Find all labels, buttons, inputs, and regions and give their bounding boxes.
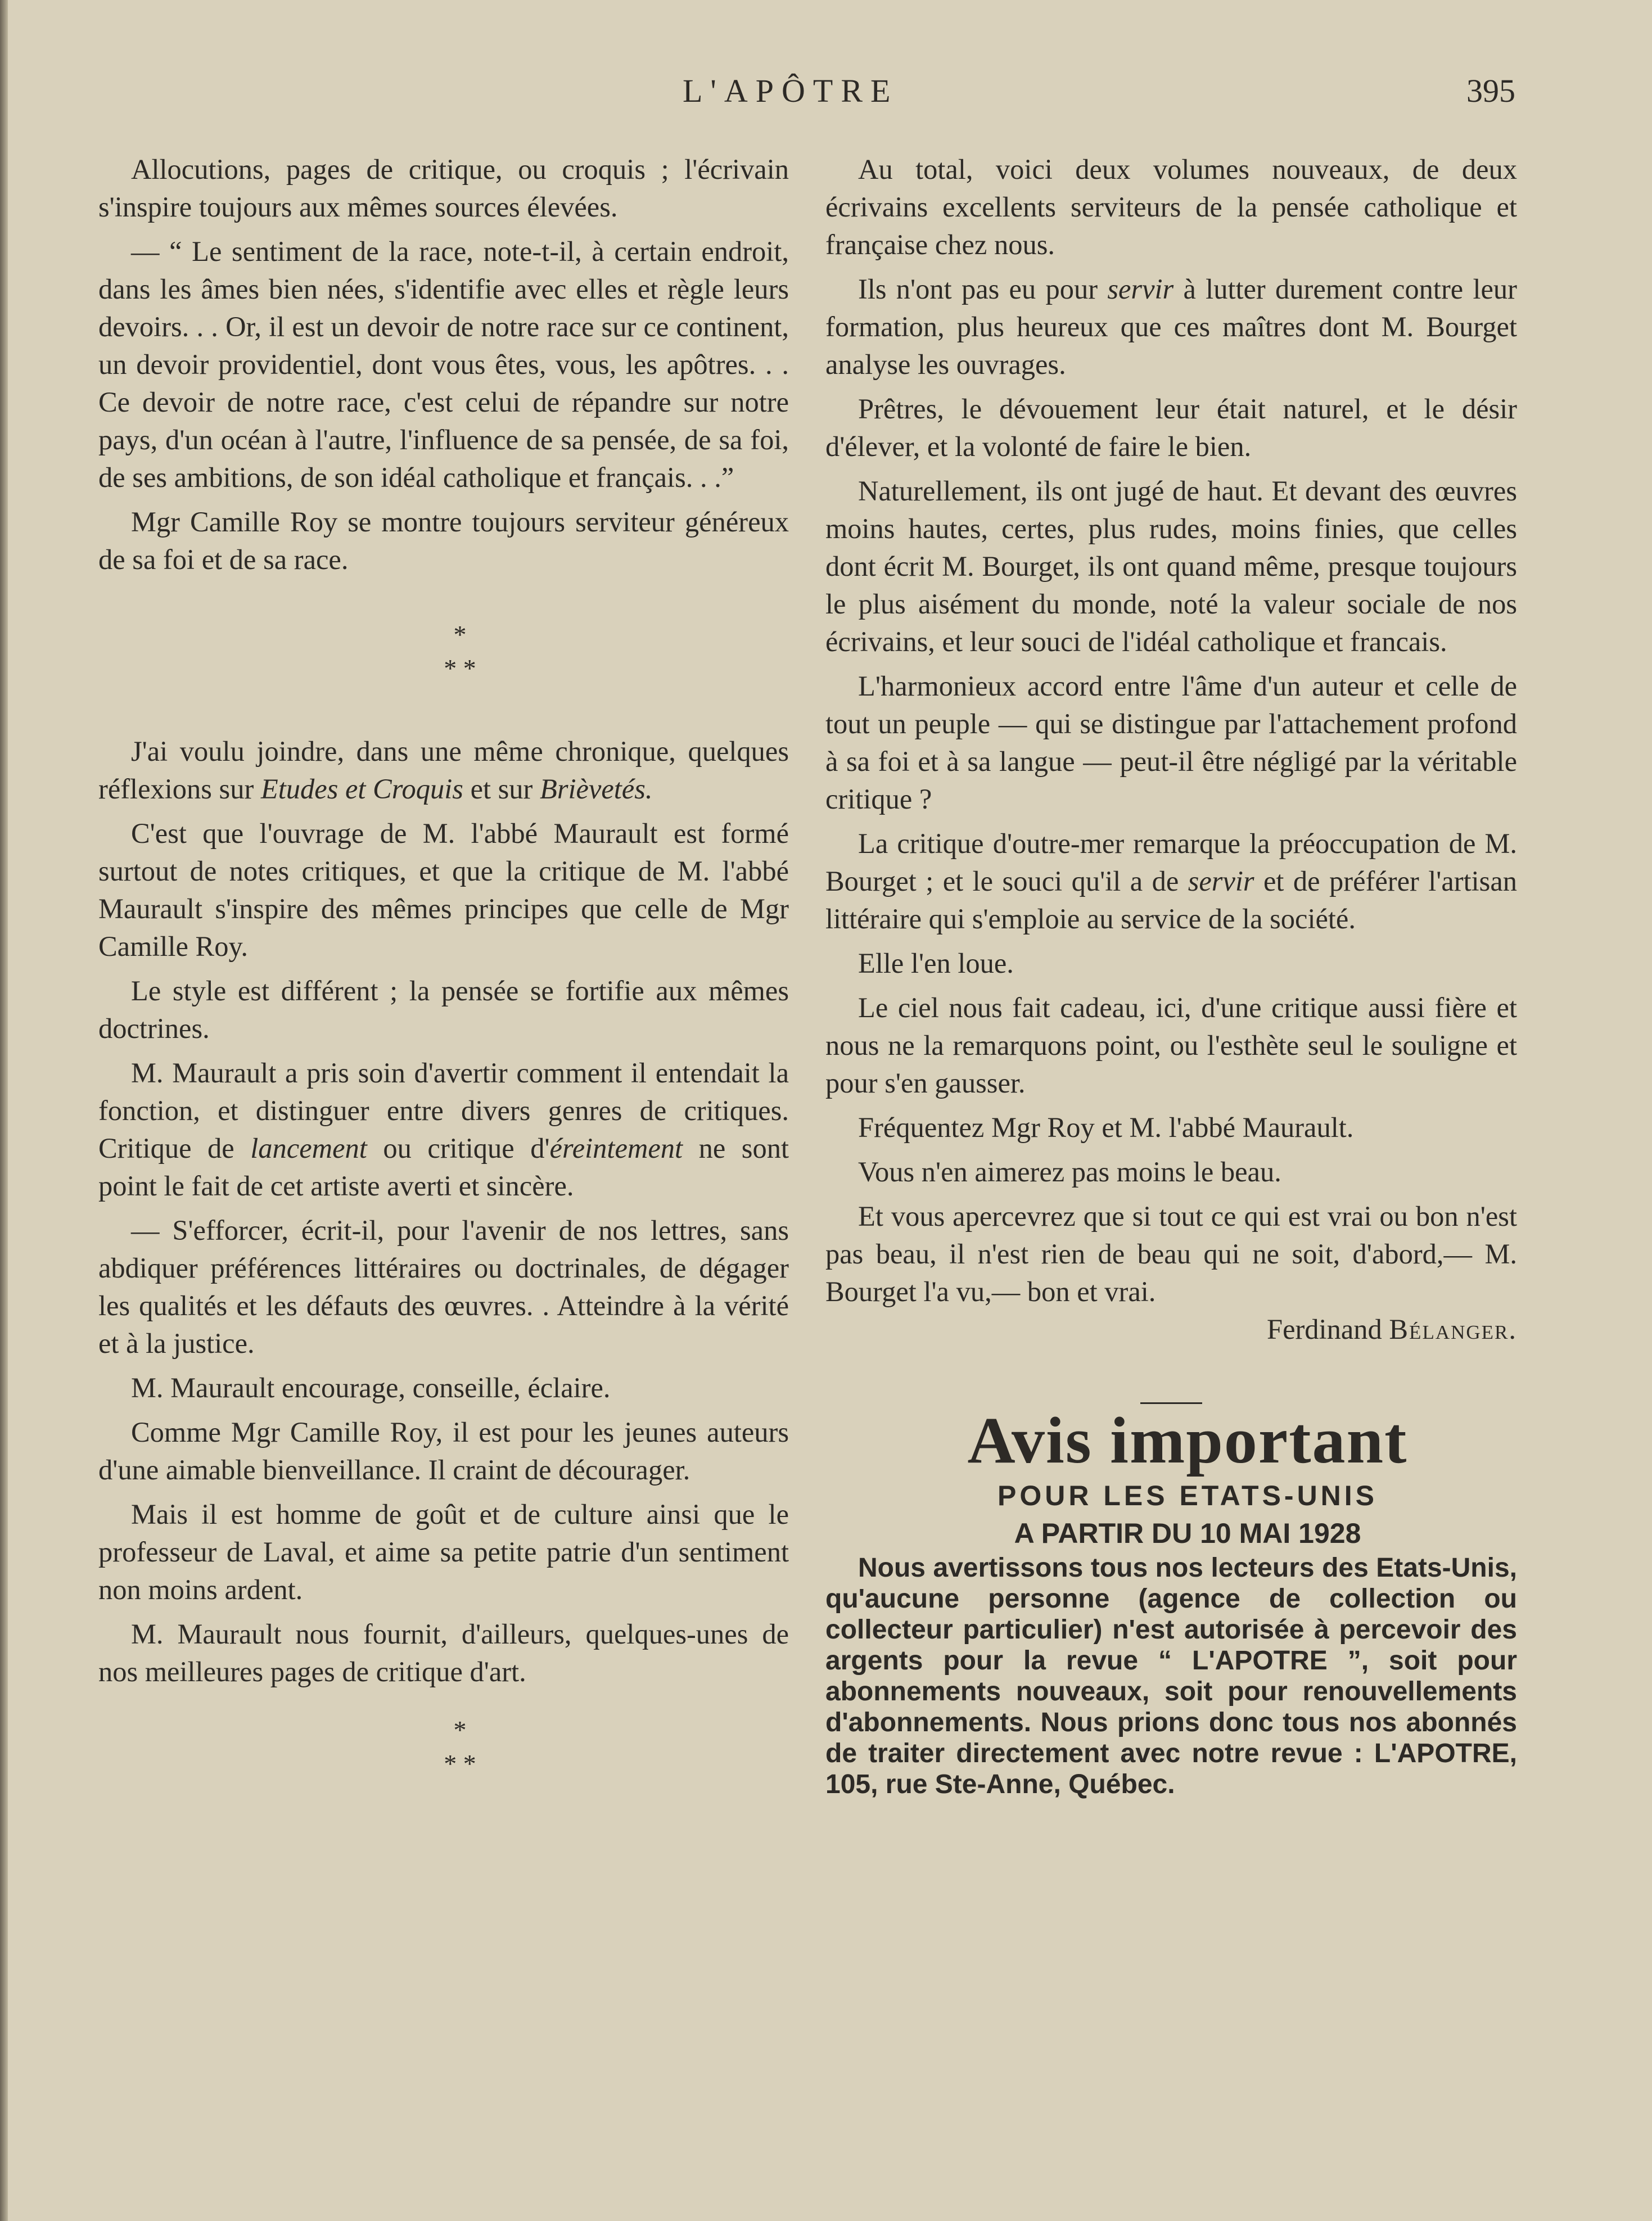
paragraph bbox=[825, 270, 1517, 383]
paragraph: Elle l'en loue. bbox=[858, 947, 1014, 979]
paragraph: Le style est différent ; la pensée se fortifie aux mêmes doctrines. bbox=[98, 975, 789, 1044]
asterism-top: * bbox=[453, 1716, 467, 1744]
paragraph: Le ciel nous fait cadeau, ici, d'une critique aussi fière et nous ne la remarquons point, ou l'esthète seul le souligne et pour s'en gausser. bbox=[825, 992, 1517, 1099]
paragraph: Allocutions, pages de critique, ou croquis ; l'écrivain s'inspire toujours aux mêmes sources élevées. bbox=[98, 154, 789, 223]
paragraph bbox=[98, 733, 789, 808]
paragraph bbox=[825, 825, 1517, 938]
asterism-divider bbox=[98, 1713, 789, 1781]
text-run: et sur bbox=[463, 773, 540, 805]
text-run: La critique d'outre-mer remarque la préoccupation de M. Bourget ; et le souci qu'il a de bbox=[825, 828, 1517, 897]
left-column bbox=[98, 151, 789, 1781]
running-title: L'APÔTRE bbox=[683, 73, 899, 109]
text-run: à lutter durement contre leur formation, plus heureux que ces maîtres dont M. Bourget analyse les ouvrages. bbox=[825, 273, 1517, 380]
page-number: 395 bbox=[1466, 73, 1515, 109]
notice-body: Nous avertissons tous nos lecteurs des Etats-Unis, qu'aucune personne (agence de collection ou collecteur particulier) n'est autorisée à percevoir des argents pour la revue “ L'APOTRE ”, soit pour abonnements nouveaux, soit pour renouvellements d'abonnements. Nous prions donc tous nos abonnés de traiter directement avec notre revue : L'APOTRE, 105, rue Ste-Anne, Québec. bbox=[825, 1553, 1517, 1799]
text-run: et de préférer l'artisan littéraire qui s'emploie au service de la société. bbox=[825, 865, 1517, 935]
important-notice bbox=[825, 1404, 1517, 1800]
paragraph: M. Maurault nous fournit, d'ailleurs, quelques-unes de nos meilleures pages de critique d'art. bbox=[98, 1618, 789, 1687]
text-run: Ils n'ont pas eu pour bbox=[858, 273, 1108, 305]
text-run: ou critique d' bbox=[367, 1132, 550, 1164]
asterism-bottom: * * bbox=[444, 654, 476, 683]
text-run: ne sont point le fait de cet artiste averti et sincère. bbox=[98, 1132, 789, 1202]
paragraph: Vous n'en aimerez pas moins le beau. bbox=[858, 1156, 1281, 1188]
emphasis-servir: servir bbox=[1107, 273, 1174, 305]
book-title-etudes-et-croquis: Etudes et Croquis bbox=[260, 773, 463, 805]
notice-subtitle-region: POUR LES ETATS-UNIS bbox=[997, 1480, 1378, 1511]
emphasis-servir: servir bbox=[1188, 865, 1254, 897]
text-run: M. Maurault a pris soin d'avertir comment il entendait la fonction, et distinguer entre divers genres de critiques. Critique de bbox=[98, 1057, 789, 1164]
paragraph: Comme Mgr Camille Roy, il est pour les jeunes auteurs d'une aimable bienveillance. Il craint de décourager. bbox=[98, 1416, 789, 1486]
right-column bbox=[825, 151, 1517, 1800]
paragraph: Et vous apercevrez que si tout ce qui est vrai ou bon n'est pas beau, il n'est rien de beau qui ne soit, d'abord,— M. Bourget l'a vu,— bon et vrai. bbox=[825, 1200, 1517, 1307]
asterism-divider bbox=[98, 618, 789, 685]
signature-first-name: Ferdinand bbox=[1266, 1313, 1389, 1345]
quotation-paragraph: — S'efforcer, écrit-il, pour l'avenir de nos lettres, sans abdiquer préférences littéraires ou doctrinales, de dégager les qualités et les défauts des œuvres. . Atteindre à la vérité et à la justice. bbox=[98, 1215, 789, 1359]
paragraph: C'est que l'ouvrage de M. l'abbé Maurault est formé surtout de notes critiques, et que la critique de M. l'abbé Maurault s'inspire des mêmes principes que celle de Mgr Camille Roy. bbox=[98, 818, 789, 962]
paragraph: Mais il est homme de goût et de culture ainsi que le professeur de Laval, et aime sa petite patrie d'un sentiment non moins ardent. bbox=[98, 1498, 789, 1605]
paragraph: Prêtres, le dévouement leur était naturel, et le désir d'élever, et la volonté de faire le bien. bbox=[825, 393, 1517, 462]
asterism-bottom: * * bbox=[444, 1749, 476, 1778]
paragraph bbox=[98, 1054, 789, 1205]
paragraph: Fréquentez Mgr Roy et M. l'abbé Maurault. bbox=[858, 1112, 1354, 1143]
page-binding-edge bbox=[0, 0, 8, 2221]
text-run: J'ai voulu joindre, dans une même chronique, quelques réflexions sur bbox=[98, 735, 789, 805]
paragraph: M. Maurault encourage, conseille, éclaire. bbox=[131, 1372, 611, 1403]
asterism-top: * bbox=[453, 620, 467, 649]
emphasis-lancement: lancement bbox=[250, 1132, 367, 1164]
paragraph: L'harmonieux accord entre l'âme d'un auteur et celle de tout un peuple — qui se distingue par l'attachement profond à sa foi et à sa langue — peut-il être négligé par la véritable critique ? bbox=[825, 670, 1517, 815]
paragraph: Mgr Camille Roy se montre toujours serviteur généreux de sa foi et de sa race. bbox=[98, 506, 789, 575]
author-signature bbox=[825, 1311, 1517, 1348]
quotation-paragraph: — “ Le sentiment de la race, note-t-il, à certain endroit, dans les âmes bien nées, s'identifie avec elles et règle leurs devoirs. . . Or, il est un devoir de notre race sur ce continent, un devoir providentiel, dont vous êtes, vous, les apôtres. . . Ce devoir de notre race, c'est celui de répandre sur notre pays, d'un océan à l'autre, l'influence de sa pensée, de sa foi, de ses ambitions, de son idéal catholique et français. . .” bbox=[98, 236, 789, 493]
page-header bbox=[0, 72, 1652, 117]
emphasis-ereintement: éreintement bbox=[549, 1132, 683, 1164]
paragraph: Naturellement, ils ont jugé de haut. Et devant des œuvres moins hautes, certes, plus rudes, moins finies, que celles dont écrit M. Bourget, ils ont quand même, presque toujours le plus aisément du monde, noté la valeur sociale de nos écrivains, et leur souci de l'idéal catholique et francais. bbox=[825, 475, 1517, 657]
notice-title: Avis important bbox=[967, 1403, 1408, 1477]
paragraph: Au total, voici deux volumes nouveaux, de deux écrivains excellents serviteurs de la pensée catholique et française chez nous. bbox=[825, 154, 1517, 260]
signature-last-name: Bélanger. bbox=[1389, 1313, 1517, 1345]
notice-subtitle-date: A PARTIR DU 10 MAI 1928 bbox=[1014, 1518, 1361, 1549]
book-title-brievetes: Brièvetés. bbox=[540, 773, 653, 805]
